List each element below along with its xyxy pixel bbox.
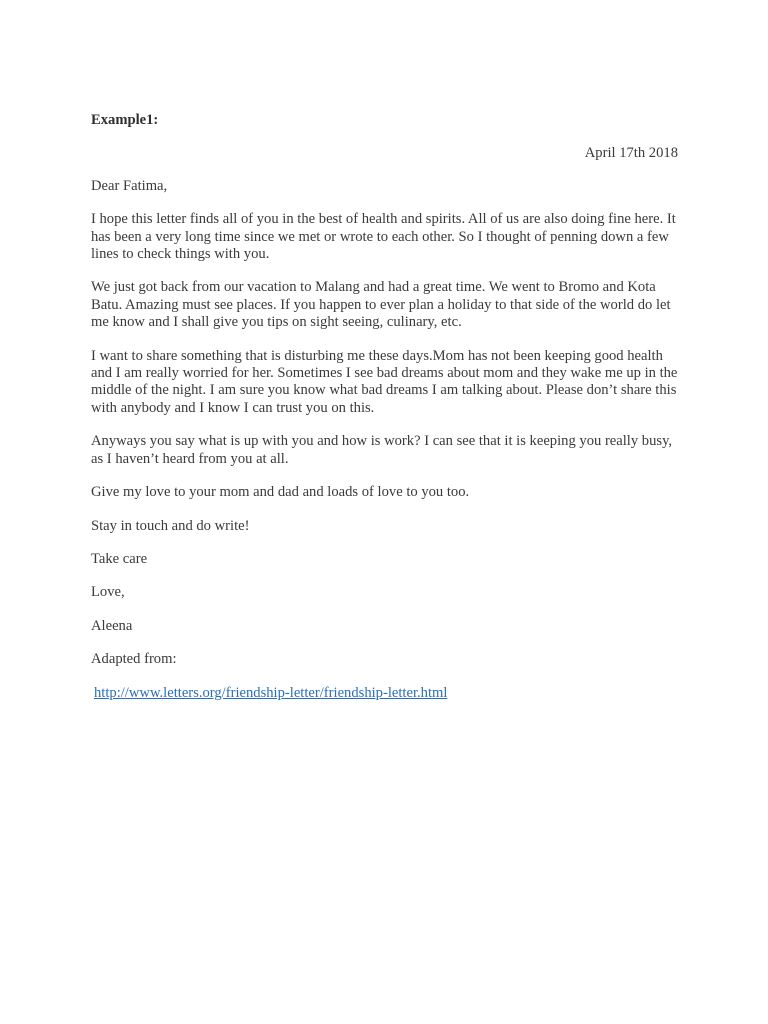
source-link[interactable]: http://www.letters.org/friendship-letter/friendship-letter.html [94, 684, 448, 701]
closing: Take care [91, 550, 148, 567]
greeting: Dear Fatima, [91, 177, 168, 194]
example-heading: Example1: [91, 112, 159, 128]
paragraph-worry: I want to share something that is disturbing me these days.Mom has not been keeping good health and I am really worried for her. Sometimes I see bad dreams about mom and they wake me up in the middle of the night. I am sure you know what bad dreams I am talking about. Please don’t share this with anybody and I know I can trust you on this. [91, 347, 678, 416]
paragraph-intro: I hope this letter finds all of you in the best of health and spirits. All of us are also doing fine here. It has been a very long time since we met or wrote to each other. So I thought of penning down a few lines to check things with you. [91, 211, 676, 263]
paragraph-question: Anyways you say what is up with you and how is work? I can see that it is keeping you really busy, as I haven’t heard from you at all. [91, 433, 673, 467]
letter-page [91, 112, 678, 702]
letter-date: April 17th 2018 [584, 145, 678, 162]
paragraph-love: Give my love to your mom and dad and loads of love to you too. [91, 484, 470, 501]
paragraph-vacation: We just got back from our vacation to Malang and had a great time. We went to Bromo and Kota Batu. Amazing must see places. If you happen to ever plan a holiday to that side of the world do let me know and I shall give you tips on sight seeing, culinary, etc. [91, 279, 671, 331]
paragraph-stay-in-touch: Stay in touch and do write! [91, 517, 250, 534]
signoff: Love, [91, 584, 125, 601]
signature: Aleena [91, 617, 133, 634]
source-label: Adapted from: [91, 651, 177, 668]
source-line [91, 685, 678, 702]
